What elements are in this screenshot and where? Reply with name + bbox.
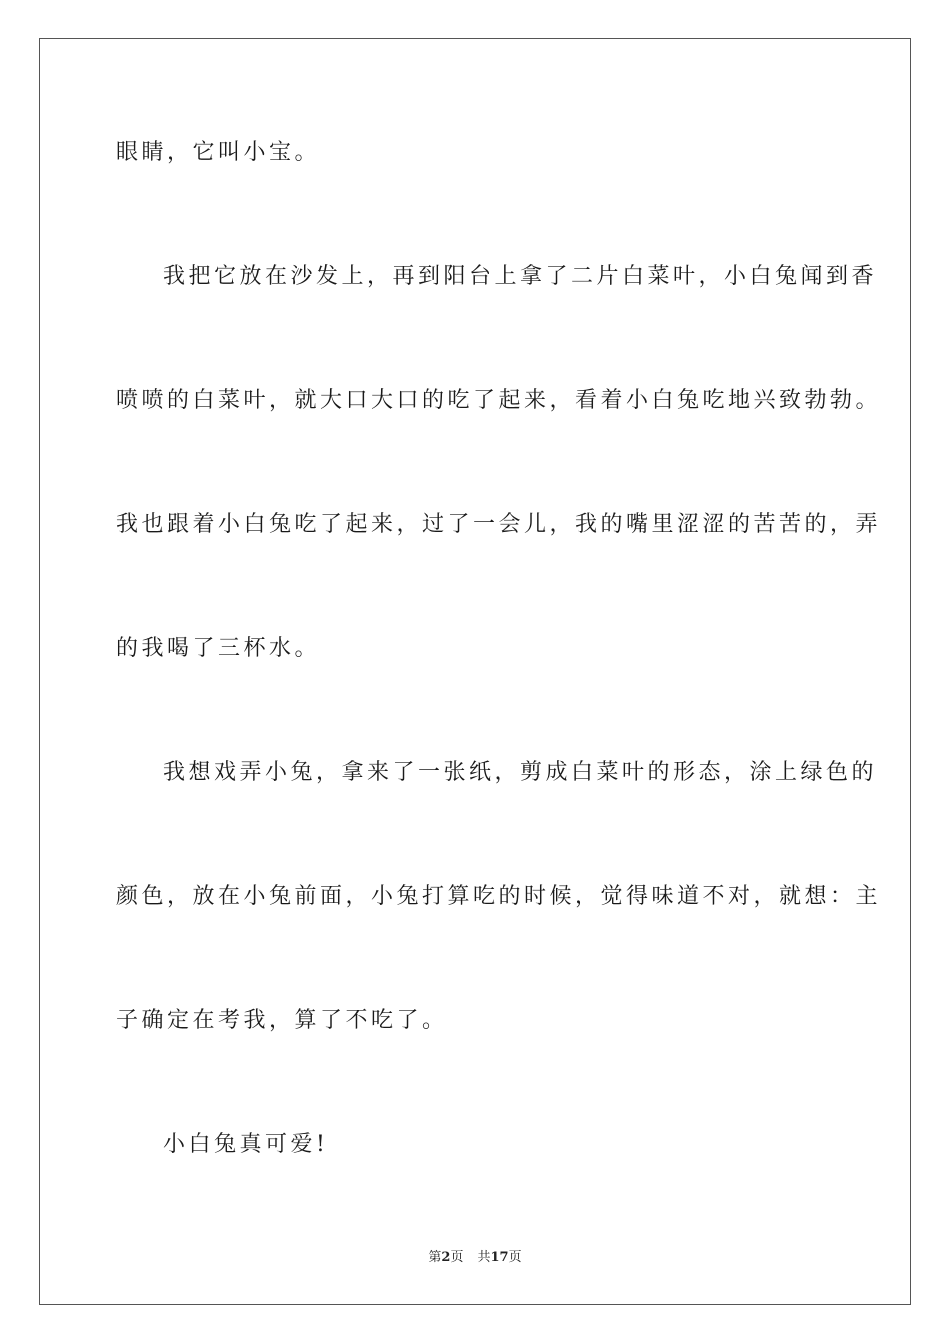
paragraph-line-4: 我也跟着小白兔吃了起来，过了一会儿，我的嘴里涩涩的苦苦的，弄 [116,512,882,537]
paragraph-line-6: 我想戏弄小兔，拿来了一张纸，剪成白菜叶的形态，涂上绿色的 [163,760,878,785]
paragraph-line-2: 我把它放在沙发上，再到阳台上拿了二片白菜叶，小白兔闻到香 [163,264,878,289]
page-prefix: 第 [428,1250,442,1265]
total-pages: 17 [490,1250,509,1265]
page-number: 2 [441,1250,451,1265]
paragraph-line-5: 的我喝了三杯水。 [116,636,321,661]
page-footer [0,1246,950,1265]
total-suffix: 页 [508,1250,522,1265]
total-prefix: 共 [477,1250,491,1265]
page-suffix: 页 [450,1250,464,1265]
paragraph-line-7: 颜色，放在小兔前面，小兔打算吃的时候，觉得味道不对，就想：主 [116,884,882,909]
paragraph-line-1: 眼睛，它叫小宝。 [116,140,321,165]
paragraph-line-3: 喷喷的白菜叶，就大口大口的吃了起来，看着小白兔吃地兴致勃勃。 [116,388,882,413]
paragraph-line-8: 子确定在考我，算了不吃了。 [116,1008,448,1033]
paragraph-line-9: 小白兔真可爱! [163,1132,329,1157]
page-border [39,38,911,1305]
